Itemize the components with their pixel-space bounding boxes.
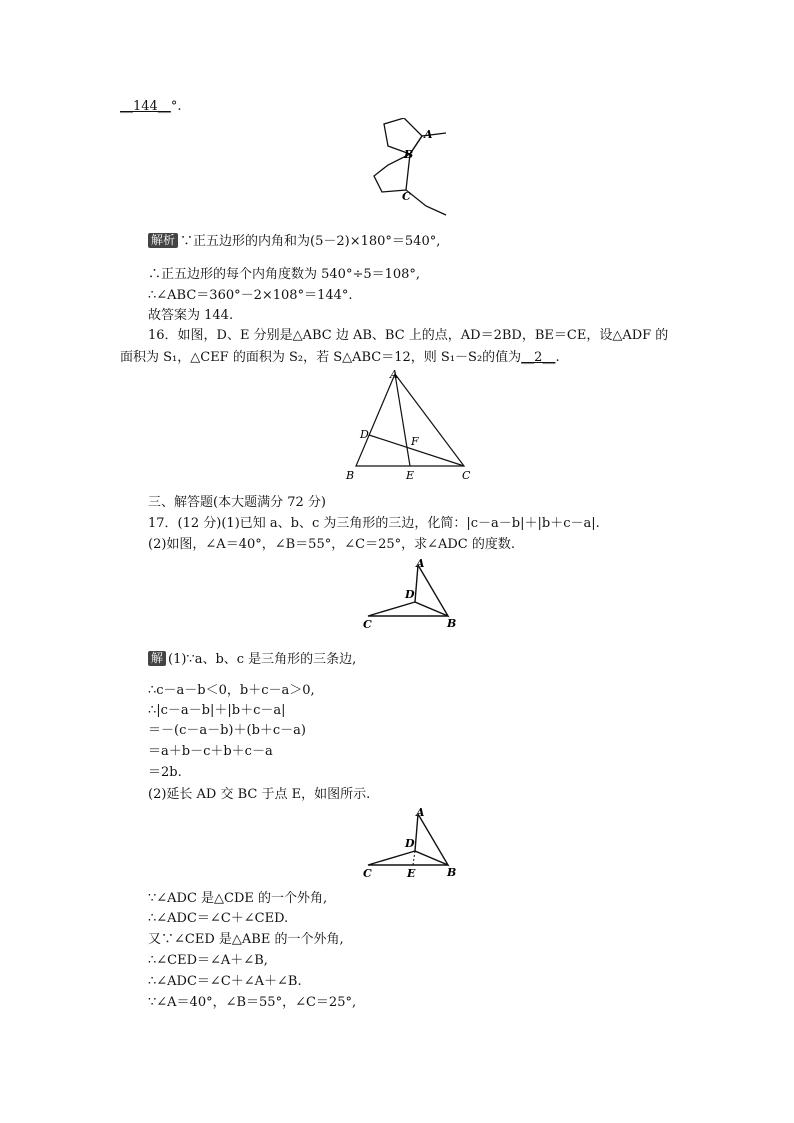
sol17b-line-5: ∴∠ADC＝∠C＋∠A＋∠B.	[148, 974, 302, 989]
sol17-line-4: ＝－(c－a－b)＋(b＋c－a)	[148, 723, 306, 738]
label-d: D	[405, 837, 415, 850]
sol17-line-6: ＝2b.	[148, 765, 182, 780]
q16-blank: __2__	[521, 350, 556, 365]
label-e: E	[407, 867, 416, 880]
figure-adc	[360, 556, 470, 634]
dashed-de	[413, 851, 415, 865]
figure-pentagons	[360, 118, 460, 223]
label-b: B	[447, 617, 457, 630]
label-a: A	[416, 806, 425, 819]
label-a: A	[424, 128, 433, 141]
label-b: B	[346, 469, 355, 482]
lines-abd	[415, 814, 448, 865]
sol17b-line-6: ∵∠A＝40°，∠B＝55°，∠C＝25°,	[148, 995, 357, 1010]
ray-c	[406, 190, 446, 215]
lines-dcb	[368, 602, 448, 616]
sol15-line-3: ∴∠ABC＝360°－2×108°＝144°.	[148, 288, 353, 303]
figure-ade	[360, 805, 470, 883]
sol17b-line-2: ∴∠ADC＝∠C＋∠CED.	[148, 911, 289, 926]
sol17b-line-3: 又∵∠CED 是△ABE 的一个外角,	[148, 932, 344, 947]
figure-triangle-abc	[340, 368, 475, 483]
label-d: D	[405, 588, 415, 601]
q16-line-1: 16．如图，D、E 分别是△ABC 边 AB、BC 上的点，AD＝2BD，BE＝CE，设△ADF 的	[148, 328, 669, 343]
segment-ae	[395, 374, 410, 466]
label-a: A	[390, 368, 398, 381]
label-d: D	[360, 428, 369, 441]
sol15-line-1: 解析 ∵正五边形的内角和为(5－2)×180°＝540°,	[148, 233, 440, 251]
label-c: C	[462, 469, 471, 482]
sol17-line-1: 解 (1)∵a、b、c 是三角形的三条边,	[148, 651, 356, 669]
answer-15-unit: °.	[170, 99, 182, 114]
triangle-abc	[356, 374, 464, 466]
label-f: F	[411, 435, 419, 448]
section-3-title: 三、解答题(本大题满分 72 分)	[148, 495, 326, 510]
sol17b-line-1: ∵∠ADC 是△CDE 的一个外角,	[148, 891, 328, 906]
q17-line-2: (2)如图，∠A＝40°，∠B＝55°，∠C＝25°，求∠ADC 的度数.	[148, 537, 516, 552]
label-c: C	[402, 190, 411, 203]
label-c: C	[363, 867, 372, 880]
pentagon-upper	[384, 118, 422, 154]
sol17-line-3: ∴|c－a－b|＋|b＋c－a|	[148, 703, 286, 718]
sol15-line-4: 故答案为 144.	[148, 308, 234, 323]
analysis-badge: 解析	[148, 233, 178, 248]
label-c: C	[363, 618, 372, 631]
answer-15	[120, 98, 181, 116]
label-b: B	[404, 148, 414, 161]
sol17b-line-4: ∴∠CED＝∠A＋∠B,	[148, 953, 268, 968]
sol17-line-7: (2)延长 AD 交 BC 于点 E，如图所示.	[148, 787, 371, 802]
sol15-line-2: ∴正五边形的每个内角度数为 540°÷5＝108°,	[148, 267, 421, 282]
sol17-line-2: ∴c－a－b＜0，b＋c－a＞0,	[148, 683, 315, 698]
lines-abd	[415, 565, 448, 616]
label-e: E	[406, 469, 415, 482]
label-b: B	[447, 866, 457, 879]
lines-dcb	[368, 851, 448, 865]
q16-line-2: 面积为 S₁，△CEF 的面积为 S₂，若 S△ABC＝12，则 S₁－S₂的值为__2__.	[120, 350, 560, 365]
solution-badge: 解	[148, 651, 166, 666]
q17-line-1: 17．(12 分)(1)已知 a、b、c 为三角形的三边，化简：|c－a－b|＋|b＋c－a|.	[148, 516, 600, 531]
answer-15-blank: __144__	[120, 99, 171, 114]
label-a: A	[416, 557, 425, 570]
sol17-line-5: ＝a＋b－c＋b＋c－a	[148, 744, 273, 759]
